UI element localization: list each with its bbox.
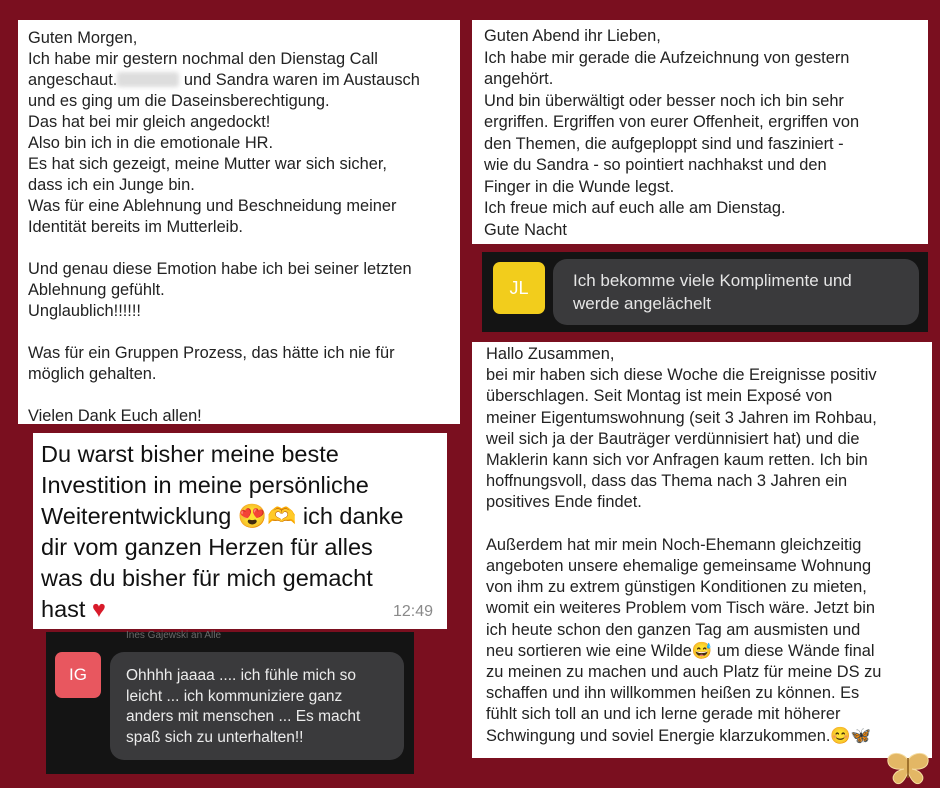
emoji: 😊🦋	[830, 726, 872, 745]
butterfly-icon	[882, 752, 934, 786]
testimonial-card-news	[472, 342, 932, 758]
testimonial-text-part: um diese Wände final zu meinen zu machen und auch Platz für meine DS zu schaffen und ihn willkommen heißen zu können. Es fühlt sich toll an und ich lerne gerade mit höherer Schwingung und soviel Energie klarzukommen.	[486, 641, 882, 745]
avatar: IG	[55, 652, 101, 698]
testimonial-text-part: Hallo Zusammen, bei mir haben sich diese Woche die Ereignisse positiv überschlagen. Seit Montag ist mein Exposé von meiner Eigentumswohnung (seit 3 Jahren im Rohbau, weil sich ja der Bauträger verdünnisiert hat) und die Maklerin kann sich vor Anfragen kaum retten. Ich bin hoffnungsvoll, dass das Thema nach 3 Jahren ein positives Ende findet. Außerdem hat mir mein Noch-Ehemann gleichzeitig angeboten unsere ehemalige gemeinsame Wohnung von ihm zu extrem günstigen Konditionen zu mieten, womit ein weiteres Problem vom Tisch wäre. Jetzt bin ich heute schon den ganzen Tag am ausmisten und neu sortieren wie eine Wilde	[486, 345, 877, 660]
chat-bubble: Ohhhh jaaaa .... ich fühle mich so leicht ... ich kommuniziere ganz anders mit menschen ... Es macht spaß sich zu unterhalten!!	[110, 652, 404, 760]
testimonial-text-part: und Sandra waren im Austausch und es ging um die Daseinsberechtigung. Das hat bei mir gleich angedockt! Also bin ich in die emotionale HR. Es hat sich gezeigt, meine Mutter war sich sicher, dass ich ein Junge bin. Was für eine Ablehnung und Beschneidung meiner Identität bereits im Mutterleib. Und genau diese Emotion habe ich bei seiner letzten Ablehnung gefühlt. Unglaublich!!!!!! Was für ein Gruppen Prozess, das hätte ich nie für möglich gehalten. Vielen Dank Euch allen!	[28, 71, 420, 425]
timestamp: 12:49	[392, 603, 433, 620]
testimonial-text-part: Du warst bisher meine beste Investition in meine persönliche Weiterentwicklung	[41, 441, 369, 529]
heart-icon: ♥	[91, 596, 106, 622]
testimonial-card-evening	[472, 20, 928, 244]
avatar: JL	[493, 262, 545, 314]
chat-message-ig	[46, 632, 414, 774]
chat-message-jl	[482, 252, 928, 332]
testimonial-card-morning	[18, 20, 460, 424]
emoji: 😅	[691, 641, 713, 660]
testimonial-card-investment	[33, 433, 447, 629]
testimonial-text-part: ich danke dir vom ganzen Herzen für alles was du bisher für mich gemacht hast	[41, 503, 404, 622]
testimonial-text: Guten Abend ihr Lieben, Ich habe mir gerade die Aufzeichnung von gestern angehört. Und bin überwältigt oder besser noch ich bin sehr ergriffen. Ergriffen von eurer Offenheit, ergriffen von den Themen, die aufgeploppt sind und fasziniert - wie du Sandra - so pointiert nachhakst und den Finger in die Wunde legst. Ich freue mich auf euch alle am Dienstag. Gute Nacht	[484, 27, 860, 239]
redacted-name	[117, 72, 179, 87]
testimonial-text	[41, 439, 439, 625]
testimonial-text	[486, 344, 918, 747]
chat-bubble: Ich bekomme viele Komplimente und werde angelächelt	[553, 259, 919, 325]
chat-sender-header: Ines Gajewski an Alle	[126, 630, 222, 641]
testimonial-text-part: Guten Morgen, Ich habe mir gestern nochmal den Dienstag Call angeschaut.	[28, 29, 378, 89]
emoji: 😍🫶	[237, 503, 297, 529]
testimonial-text	[28, 28, 450, 427]
